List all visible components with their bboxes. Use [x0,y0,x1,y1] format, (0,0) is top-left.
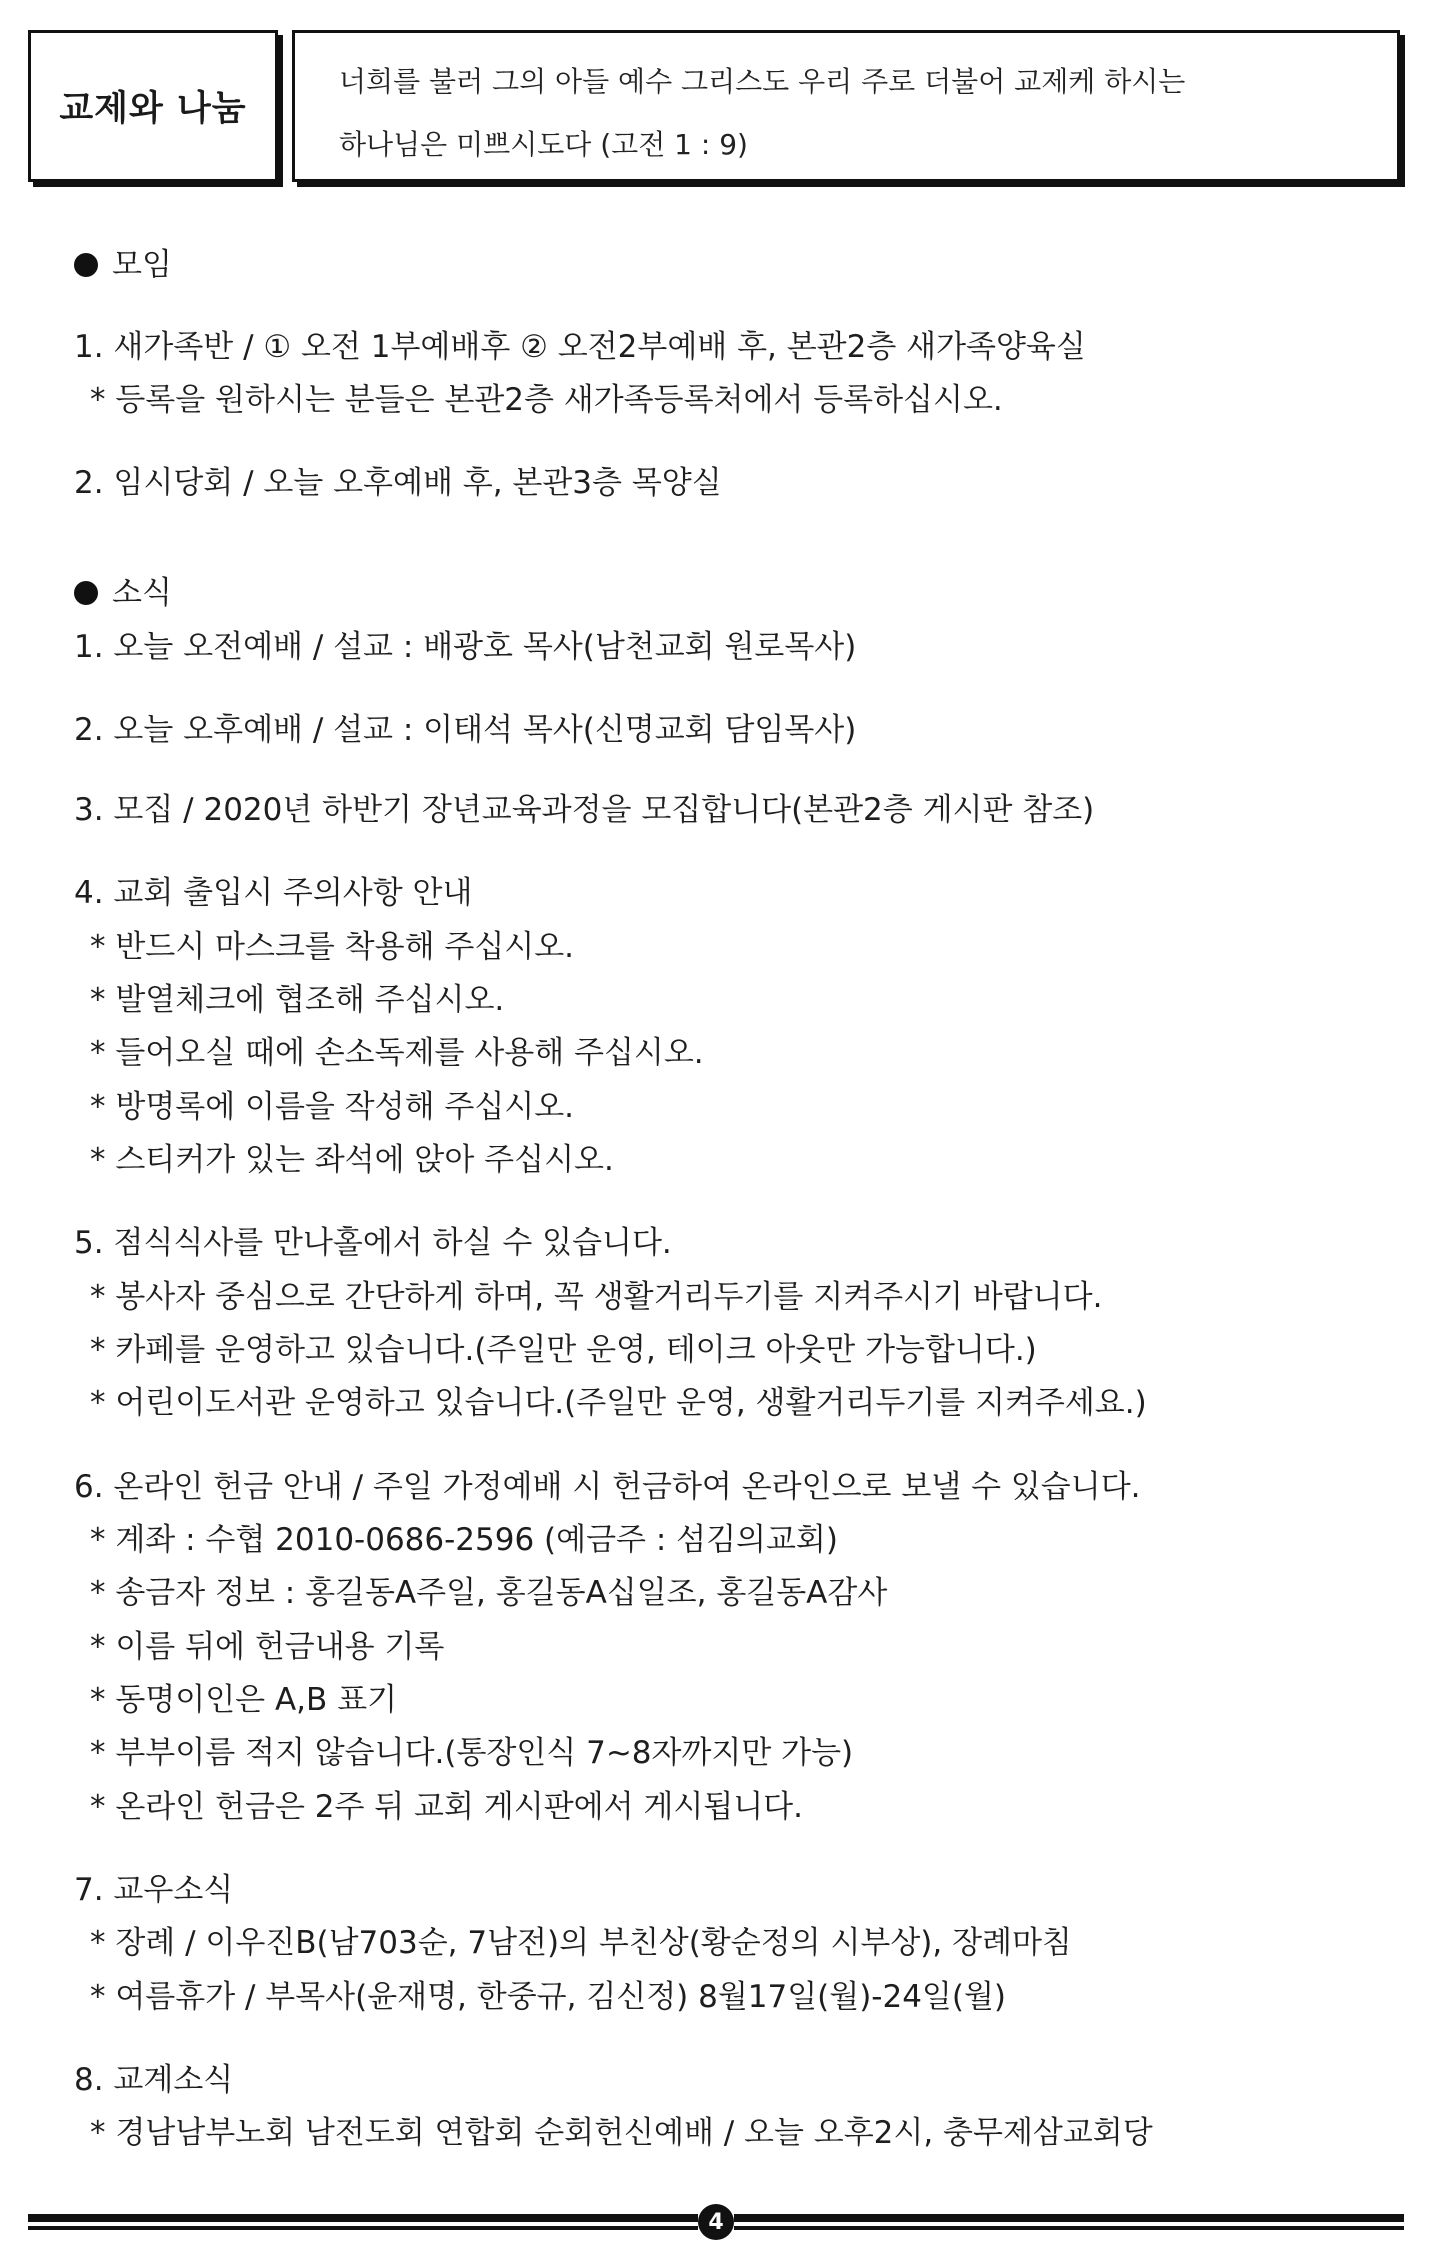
news-note: * 장례 / 이우진B(남703순, 7남전)의 부친상(황순정의 시부상), 장례마침 [90,1925,1072,1961]
footer-rule-left [28,2212,698,2236]
news-note: * 경남남부노회 남전도회 연합회 순회헌신예배 / 오늘 오후2시, 충무제삼교회당 [90,2115,1153,2151]
news-note: * 부부이름 적지 않습니다.(통장인식 7∼8자까지만 가능) [90,1735,854,1771]
section-title: 교제와 나눔 [59,89,247,129]
news-note: * 계좌 : 수협 2010-0686-2596 (예금주 : 섬김의교회) [90,1522,838,1558]
news-note: * 온라인 헌금은 2주 뒤 교회 게시판에서 게시됩니다. [90,1789,803,1825]
meeting-item: 2. 임시당회 / 오늘 오후예배 후, 본관3층 목양실 [74,465,722,501]
meeting-item: 1. 새가족반 / ① 오전 1부예배후 ② 오전2부예배 후, 본관2층 새가족양육실 [74,329,1086,365]
news-item: 4. 교회 출입시 주의사항 안내 [74,875,473,911]
news-item: 5. 점식식사를 만나홀에서 하실 수 있습니다. [74,1225,672,1261]
bullet-dot-icon [74,581,98,605]
news-note: * 들어오실 때에 손소독제를 사용해 주십시오. [90,1035,704,1071]
verse-line-1: 너희를 불러 그의 아들 예수 그리스도 우리 주로 더불어 교제케 하시는 [339,65,1186,98]
news-note: * 동명이인은 A,B 표기 [90,1682,398,1718]
bible-verse-box [292,30,1400,182]
meetings-heading: 모임 [74,250,172,281]
bullet-dot-icon [74,253,98,277]
page-footer [28,2209,1404,2236]
news-heading: 소식 [74,578,172,609]
news-note: * 여름휴가 / 부목사(윤재명, 한중규, 김신정) 8월17일(월)-24일(월) [90,1979,1007,2015]
news-item: 1. 오늘 오전예배 / 설교 : 배광호 목사(남천교회 원로목사) [74,629,857,665]
news-note: * 방명록에 이름을 작성해 주십시오. [90,1089,575,1125]
news-item: 3. 모집 / 2020년 하반기 장년교육과정을 모집합니다(본관2층 게시판 참조) [74,792,1095,828]
section-title-box [28,30,278,182]
news-note: * 발열체크에 협조해 주십시오. [90,982,505,1018]
page-number: 4 [698,2204,734,2240]
verse-line-2: 하나님은 미쁘시도다 (고전 1 : 9) [339,128,748,161]
news-note: * 카페를 운영하고 있습니다.(주일만 운영, 테이크 아웃만 가능합니다.) [90,1332,1037,1368]
news-note: * 스티커가 있는 좌석에 앉아 주십시오. [90,1142,614,1178]
news-item: 6. 온라인 헌금 안내 / 주일 가정예배 시 헌금하여 온라인으로 보낼 수 있습니다. [74,1469,1141,1505]
news-item: 7. 교우소식 [74,1872,234,1908]
news-note: * 이름 뒤에 헌금내용 기록 [90,1629,445,1665]
news-item: 2. 오늘 오후예배 / 설교 : 이태석 목사(신명교회 담임목사) [74,712,857,748]
footer-rule-right [734,2212,1404,2236]
news-note: * 송금자 정보 : 홍길동A주일, 홍길동A십일조, 홍길동A감사 [90,1575,888,1611]
meeting-note: * 등록을 원하시는 분들은 본관2층 새가족등록처에서 등록하십시오. [90,382,1003,418]
news-item: 8. 교계소식 [74,2062,234,2098]
news-note: * 어린이도서관 운영하고 있습니다.(주일만 운영, 생활거리두기를 지켜주세요.) [90,1385,1147,1421]
news-note: * 반드시 마스크를 착용해 주십시오. [90,929,575,965]
news-note: * 봉사자 중심으로 간단하게 하며, 꼭 생활거리두기를 지켜주시기 바랍니다. [90,1279,1103,1315]
